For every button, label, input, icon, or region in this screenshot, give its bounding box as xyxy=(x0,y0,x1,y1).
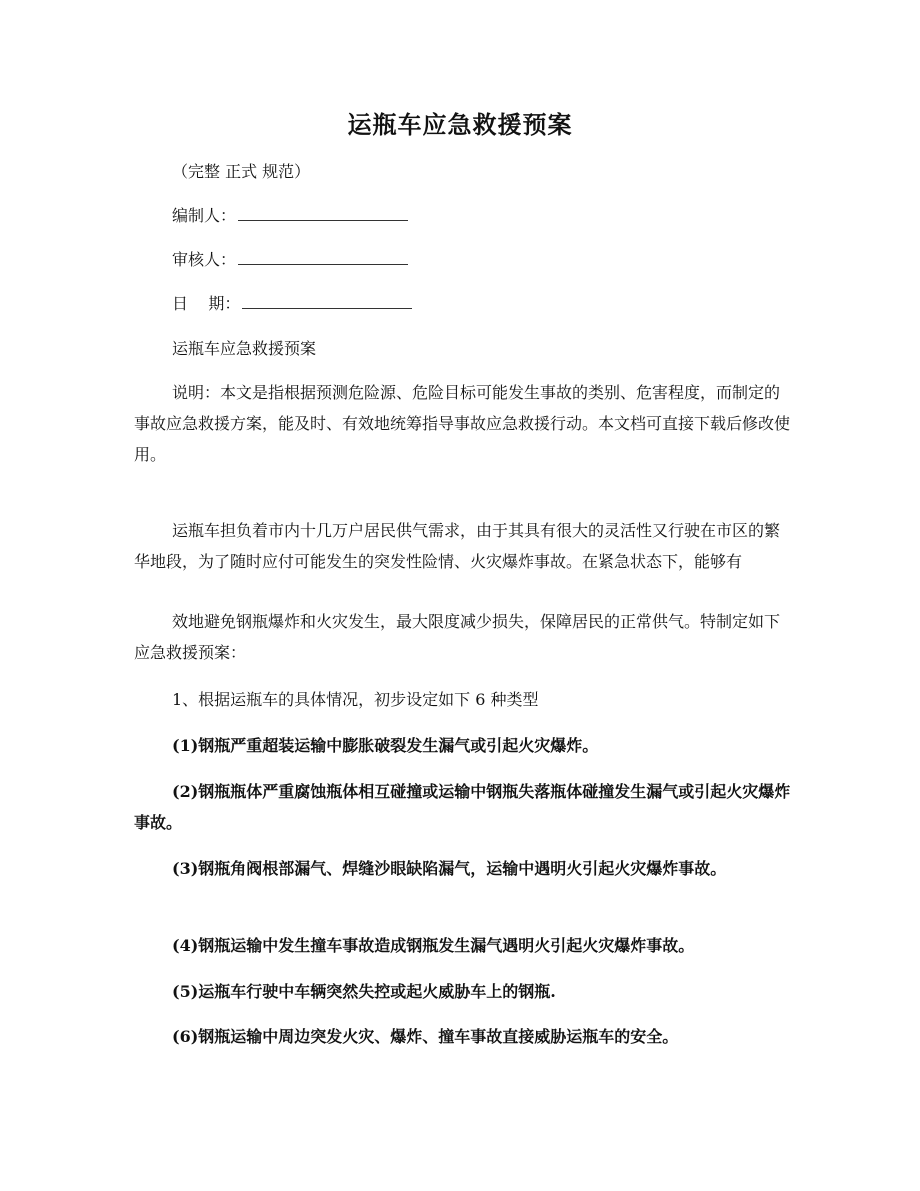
document-subtitle: （完整 正式 规范） xyxy=(172,162,311,181)
paragraph-background: 运瓶车担负着市内十几万户居民供气需求，由于其具有很大的灵活性又行驶在市区的繁华地段，为了随时应付可能发生的突发性险情、火灾爆炸事故。在紧急状态下，能够有 xyxy=(134,521,781,571)
compiler-blank-line xyxy=(238,204,408,221)
paragraph-types-intro: 1、根据运瓶车的具体情况，初步设定如下 6 种类型 xyxy=(172,690,539,709)
compiler-label: 编制人： xyxy=(172,206,237,225)
type-item-6: (6)钢瓶运输中周边突发火灾、爆炸、撞车事故直接威胁运瓶车的安全。 xyxy=(172,1027,679,1046)
type-item-2: (2)钢瓶瓶体严重腐蚀瓶体相互碰撞或运输中钢瓶失落瓶体碰撞发生漏气或引起火灾爆炸事故。 xyxy=(134,782,791,832)
paragraph-purpose: 效地避免钢瓶爆炸和火灾发生，最大限度减少损失，保障居民的正常供气。特制定如下应急救援预案： xyxy=(134,612,781,662)
type-item-4: (4)钢瓶运输中发生撞车事故造成钢瓶发生漏气遇明火引起火灾爆炸事故。 xyxy=(172,936,695,955)
date-field xyxy=(172,292,412,316)
document-name-line: 运瓶车应急救援预案 xyxy=(172,339,317,358)
type-item-1: (1)钢瓶严重超装运输中膨胀破裂发生漏气或引起火灾爆炸。 xyxy=(172,736,599,755)
compiler-field xyxy=(172,204,408,228)
date-blank-line xyxy=(242,292,412,309)
document-title: 运瓶车应急救援预案 xyxy=(347,110,573,139)
reviewer-field xyxy=(172,248,408,272)
date-label: 日 期： xyxy=(172,294,241,313)
reviewer-label: 审核人： xyxy=(172,250,237,269)
paragraph-description: 说明：本文是指根据预测危险源、危险目标可能发生事故的类别、危害程度，而制定的事故应急救援方案，能及时、有效地统筹指导事故应急救援行动。本文档可直接下载后修改使用。 xyxy=(134,383,791,464)
type-item-5: (5)运瓶车行驶中车辆突然失控或起火威胁车上的钢瓶. xyxy=(172,982,556,1001)
type-item-3: (3)钢瓶角阀根部漏气、焊缝沙眼缺陷漏气，运输中遇明火引起火灾爆炸事故。 xyxy=(172,859,727,878)
reviewer-blank-line xyxy=(238,248,408,265)
